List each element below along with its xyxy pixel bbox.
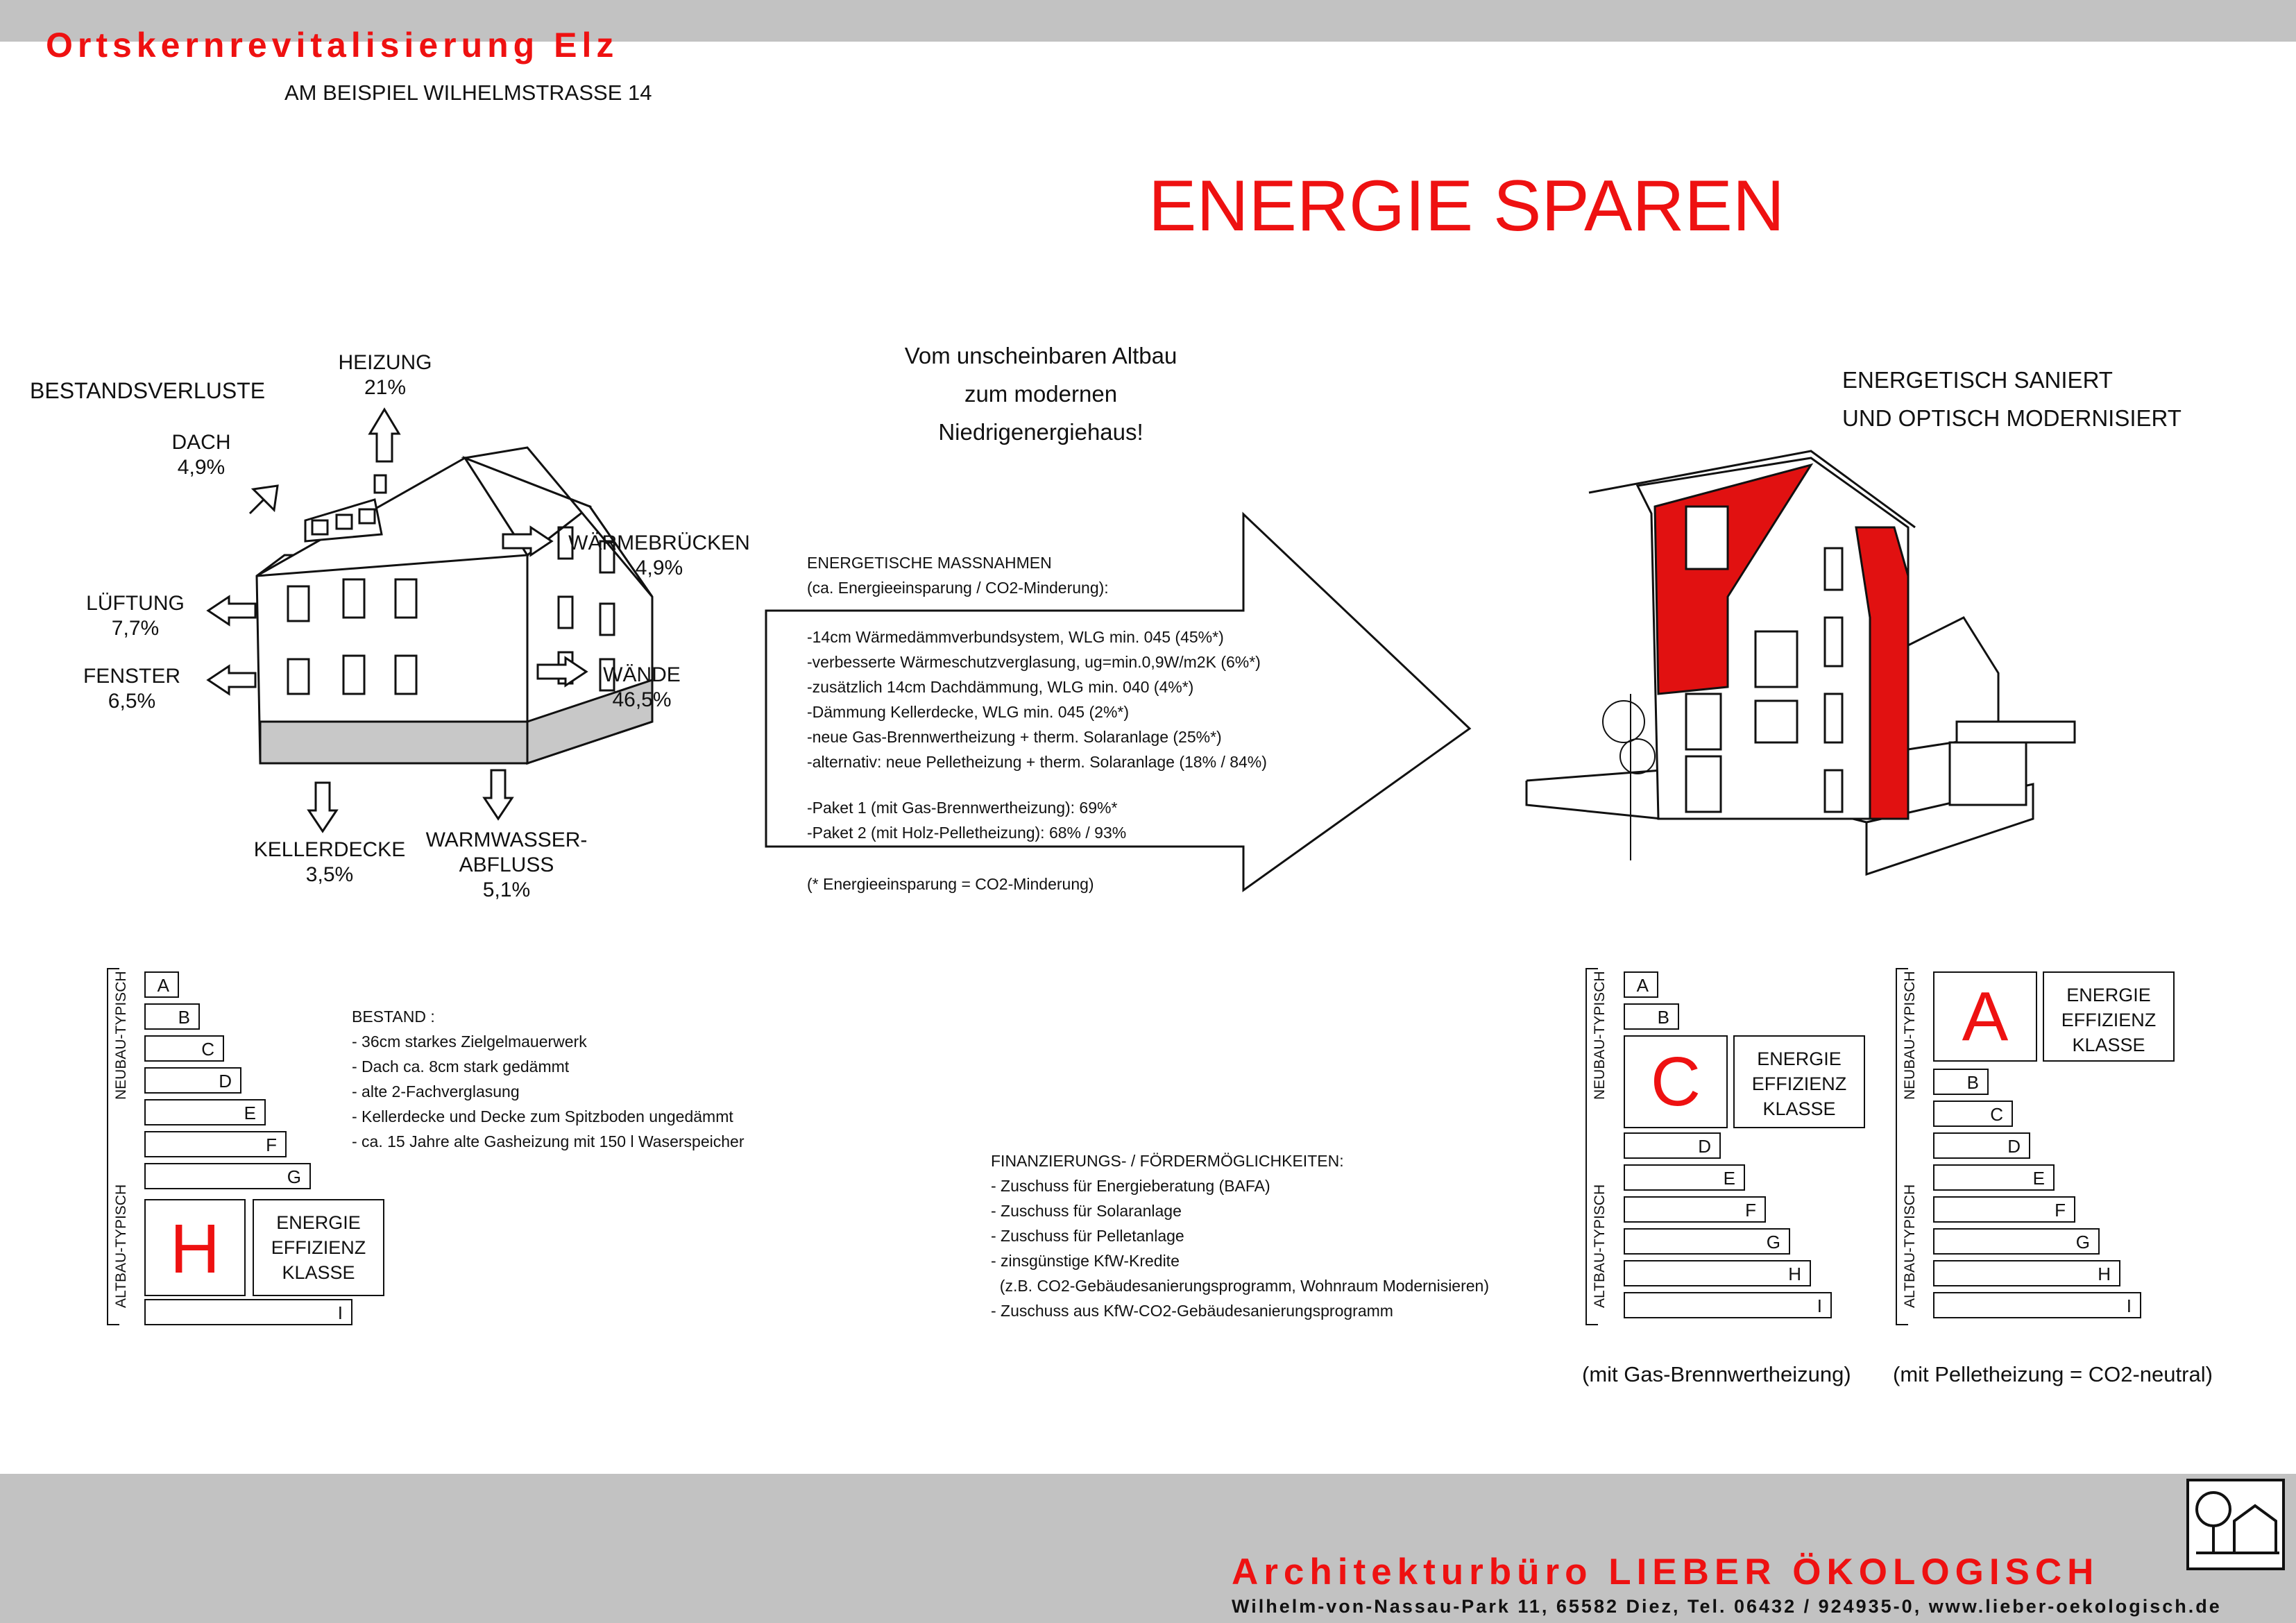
walls-arrow: [538, 658, 586, 686]
gas-class-box: [1624, 1035, 1728, 1128]
list-item: -Paket 2 (mit Holz-Pelletheizung): 68% / 93%: [807, 824, 1127, 842]
measures-footnote: (* Energieeinsparung = CO2-Minderung): [807, 875, 1094, 893]
class-label-box: ENERGIE EFFIZIENZ KLASSE: [1733, 1035, 1865, 1128]
loss-value: 21%: [364, 376, 407, 399]
scale-bar: H: [1933, 1260, 2120, 1286]
measures-heading: ENERGETISCHE MASSNAHMEN: [807, 554, 1052, 572]
loss-value: 3,5%: [305, 863, 354, 886]
list-item: - Kellerdecke und Decke zum Spitzboden ungedämmt: [352, 1107, 733, 1125]
scale-bar: A: [1624, 971, 1658, 998]
slogan: Vom unscheinbaren Altbau zum modernen Niedrigenergiehaus!: [904, 343, 1177, 445]
loss-value: 7,7%: [111, 617, 160, 640]
list-item: - zinsgünstige KfW-Kredite: [991, 1252, 1180, 1270]
current-class-letter: H: [169, 1210, 221, 1288]
scale-bar: E: [1933, 1164, 2055, 1191]
scale-bar: E: [1624, 1164, 1745, 1191]
packages-list: [807, 795, 1126, 845]
project-title: Ortskernrevitalisierung Elz: [46, 26, 619, 65]
scale-label-old: ALTBAU-TYPISCH: [113, 1184, 129, 1308]
loss-value: 46,5%: [612, 688, 672, 711]
renovated-house-drawing: [1520, 430, 2213, 888]
window-arrow: [208, 666, 255, 694]
funding-list: [991, 1148, 1489, 1323]
list-item: - ca. 15 Jahre alte Gasheizung mit 150 l Waserspeicher: [352, 1132, 745, 1150]
loss-label: ABFLUSS: [459, 853, 554, 876]
loss-arrows: [0, 0, 833, 902]
loss-warmwasser: [416, 828, 597, 903]
loss-lueftung: [80, 591, 191, 641]
scale-bar: B: [144, 1003, 200, 1030]
pellet-caption: (mit Pelletheizung = CO2-neutral): [1893, 1362, 2213, 1386]
subtitle: AM BEISPIEL WILHELMSTRASSE 14: [284, 80, 652, 105]
loss-value: 4,9%: [177, 456, 226, 479]
loss-label: WÄRMEBRÜCKEN: [568, 532, 750, 554]
scale-bar: F: [1933, 1196, 2075, 1223]
loss-dach: [146, 430, 257, 480]
loss-label: DACH: [171, 431, 231, 454]
scale-bar: B: [1624, 1003, 1679, 1030]
current-class-box: [144, 1199, 246, 1296]
measures-subheading: (ca. Energieeinsparung / CO2-Minderung):: [807, 579, 1109, 597]
existing-heading: BESTAND :: [352, 1008, 435, 1026]
loss-waende: [586, 663, 697, 713]
scale-label-old: ALTBAU-TYPISCH: [1902, 1184, 1918, 1308]
list-item: -zusätzlich 14cm Dachdämmung, WLG min. 040 (4%*): [807, 678, 1194, 696]
scale-bar: I: [1933, 1292, 2141, 1318]
loss-label: WÄNDE: [603, 663, 681, 686]
main-heading: ENERGIE SPAREN: [1148, 166, 1785, 246]
scale-bar: F: [144, 1131, 287, 1157]
gas-caption: (mit Gas-Brennwertheizung): [1582, 1362, 1851, 1386]
loss-waermebruecken: [555, 531, 763, 581]
scale-bar: A: [144, 971, 179, 998]
scale-bar: C: [1933, 1101, 2013, 1127]
loss-label: KELLERDECKE: [253, 838, 406, 861]
scale-bar: D: [144, 1067, 241, 1094]
class-label-box: ENERGIE EFFIZIENZ KLASSE: [2043, 971, 2175, 1062]
scale-bar: C: [144, 1035, 224, 1062]
hot-water-arrow: [484, 770, 512, 819]
ventilation-arrow: [208, 597, 255, 624]
scale-bar: D: [1624, 1132, 1721, 1159]
measures-list: [807, 624, 1267, 774]
scale-bar: B: [1933, 1069, 1989, 1095]
list-item: -14cm Wärmedämmverbundsystem, WLG min. 045 (45%*): [807, 628, 1224, 646]
scale-bar: I: [144, 1299, 352, 1325]
loss-fenster: [76, 664, 187, 714]
list-item: -Paket 1 (mit Gas-Brennwertheizung): 69%*: [807, 799, 1118, 817]
loss-kellerdecke: [250, 838, 409, 887]
pellet-class-letter: A: [1962, 978, 2009, 1055]
loss-value: 5,1%: [482, 878, 531, 901]
roof-arrow: [250, 486, 278, 513]
list-item: -neue Gas-Brennwertheizung + therm. Solaranlage (25%*): [807, 728, 1222, 746]
scale-label-new: NEUBAU-TYPISCH: [1902, 971, 1918, 1100]
loss-heizung: [326, 350, 444, 400]
scale-bar: I: [1624, 1292, 1832, 1318]
list-item: -alternativ: neue Pelletheizung + therm. Solaranlage (18% / 84%): [807, 753, 1267, 771]
loss-label: WARMWASSER-: [425, 829, 588, 851]
scale-bar: H: [1624, 1260, 1811, 1286]
list-item: - alte 2-Fachverglasung: [352, 1082, 520, 1101]
losses-heading: BESTANDSVERLUSTE: [30, 378, 266, 403]
list-item: (z.B. CO2-Gebäudesanierungsprogramm, Wohnraum Modernisieren): [991, 1277, 1489, 1295]
heating-arrow: [370, 409, 399, 461]
loss-label: FENSTER: [83, 665, 180, 688]
scale-bar: G: [144, 1163, 311, 1189]
company-logo: [2186, 1478, 2286, 1572]
class-label-box: ENERGIE EFFIZIENZ KLASSE: [253, 1199, 384, 1296]
existing-list: [352, 1004, 744, 1154]
list-item: - Zuschuss für Pelletanlage: [991, 1227, 1184, 1245]
cellar-arrow: [309, 783, 337, 831]
scale-bar: G: [1624, 1228, 1790, 1255]
funding-heading: FINANZIERUNGS- / FÖRDERMÖGLICHKEITEN:: [991, 1152, 1344, 1170]
loss-label: HEIZUNG: [338, 351, 432, 374]
gas-class-letter: C: [1650, 1043, 1701, 1121]
list-item: - Zuschuss aus KfW-CO2-Gebäudesanierungsprogramm: [991, 1302, 1393, 1320]
company-address: Wilhelm-von-Nassau-Park 11, 65582 Diez, Tel. 06432 / 924935-0, www.lieber-oekologisch.de: [1232, 1596, 2222, 1617]
pellet-class-box: [1933, 971, 2037, 1062]
loss-value: 6,5%: [108, 690, 156, 713]
loss-value: 4,9%: [635, 556, 683, 579]
scale-bar: D: [1933, 1132, 2030, 1159]
scale-bar: F: [1624, 1196, 1766, 1223]
scale-label-new: NEUBAU-TYPISCH: [1592, 971, 1608, 1100]
scale-bar: G: [1933, 1228, 2100, 1255]
thermal-bridge-arrow: [503, 527, 552, 555]
loss-label: LÜFTUNG: [86, 592, 185, 615]
list-item: - Dach ca. 8cm stark gedämmt: [352, 1057, 570, 1076]
renovated-heading: ENERGETISCH SANIERT UND OPTISCH MODERNISIERT: [1842, 367, 2182, 431]
scale-bar: E: [144, 1099, 266, 1125]
list-item: - Zuschuss für Energieberatung (BAFA): [991, 1177, 1270, 1195]
company-name: Architekturbüro LIEBER ÖKOLOGISCH: [1232, 1552, 2100, 1592]
list-item: - 36cm starkes Zielgelmauerwerk: [352, 1033, 587, 1051]
list-item: - Zuschuss für Solaranlage: [991, 1202, 1182, 1220]
scale-label-old: ALTBAU-TYPISCH: [1592, 1184, 1608, 1308]
scale-label-new: NEUBAU-TYPISCH: [113, 971, 129, 1100]
list-item: -verbesserte Wärmeschutzverglasung, ug=min.0,9W/m2K (6%*): [807, 653, 1261, 671]
list-item: -Dämmung Kellerdecke, WLG min. 045 (2%*): [807, 703, 1129, 721]
